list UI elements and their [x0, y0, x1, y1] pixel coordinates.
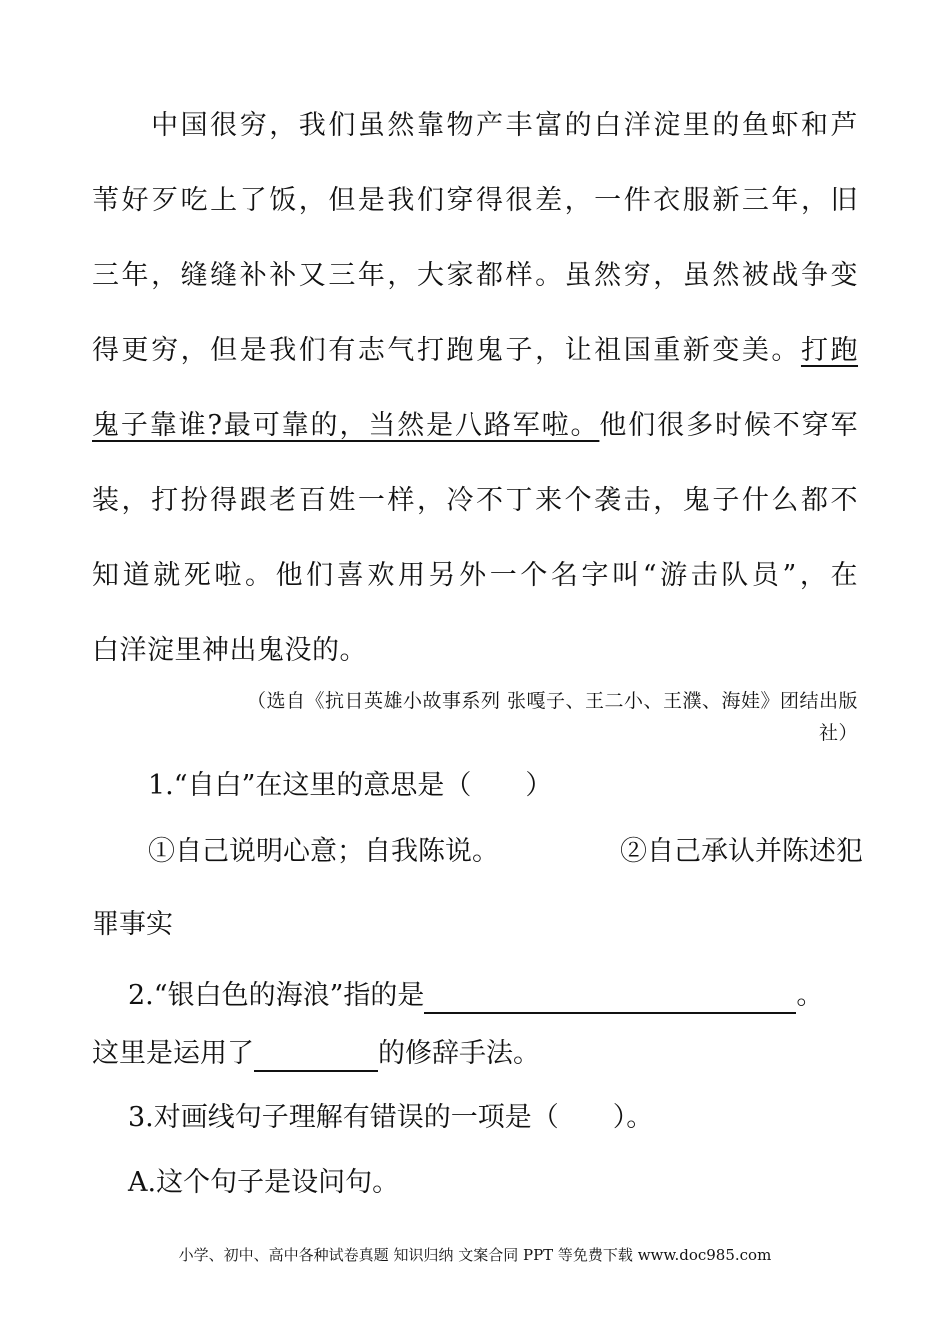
- underlined-sentence-end: 鬼子靠谁?最可靠的，当然是八路军啦。: [92, 410, 600, 441]
- underlined-sentence-start: 打跑: [800, 335, 859, 366]
- passage-line-7: 知道就死啦。他们喜欢用另外一个名字叫“游击队员”，在: [92, 560, 858, 591]
- source-citation-line-1: （选自《抗日英雄小故事系列 张嘎子、王二小、王濮、海娃》团结出版: [246, 690, 858, 712]
- question-2-line-2-text: 这里是运用了: [92, 1038, 254, 1069]
- passage-line-3: 三年，缝缝补补又三年，大家都样。虽然穷，虽然被战争变: [92, 260, 858, 291]
- passage-line-5-text: 他们很多时候不穿军: [599, 410, 859, 441]
- question-1-stem: 1.“自白”在这里的意思是（ ）: [148, 770, 553, 801]
- question-2-line-2-end: 的修辞手法。: [378, 1038, 540, 1069]
- answer-blank-1[interactable]: [424, 982, 796, 1014]
- passage-line-8: 白洋淀里神出鬼没的。: [92, 635, 367, 666]
- question-2-text: 2.“银白色的海浪”指的是: [128, 980, 425, 1011]
- question-3-stem: 3.对画线句子理解有错误的一项是（ ）。: [128, 1102, 654, 1133]
- question-3-option-a: A.这个句子是设问句。: [128, 1167, 400, 1198]
- question-2-stem: [128, 978, 823, 1014]
- passage-line-6: 装，打扮得跟老百姓一样，冷不丁来个袭击，鬼子什么都不: [92, 485, 858, 516]
- question-1-option-2-cont: 罪事实: [92, 909, 173, 940]
- passage-line-5: [92, 408, 858, 444]
- question-1-option-2: ②自己承认并陈述犯: [620, 836, 863, 867]
- answer-blank-2[interactable]: [254, 1040, 378, 1072]
- passage-line-4-text: 得更穷，但是我们有志气打跑鬼子，让祖国重新变美。: [92, 335, 801, 366]
- source-citation-line-2: 社）: [818, 722, 858, 744]
- page-footer: 小学、初中、高中各种试卷真题 知识归纳 文案合同 PPT 等免费下载 www.doc985.com: [178, 1246, 772, 1264]
- question-2-line-2: [92, 1036, 540, 1072]
- passage-line-2: 苇好歹吃上了饭，但是我们穿得很差，一件衣服新三年，旧: [92, 185, 858, 216]
- passage-line-1: 中国很穷，我们虽然靠物产丰富的白洋淀里的鱼虾和芦: [92, 110, 858, 141]
- question-1-option-1: ①自己说明心意；自我陈说。: [148, 836, 499, 867]
- passage-line-4: [92, 333, 858, 369]
- question-2-period: 。: [796, 980, 824, 1011]
